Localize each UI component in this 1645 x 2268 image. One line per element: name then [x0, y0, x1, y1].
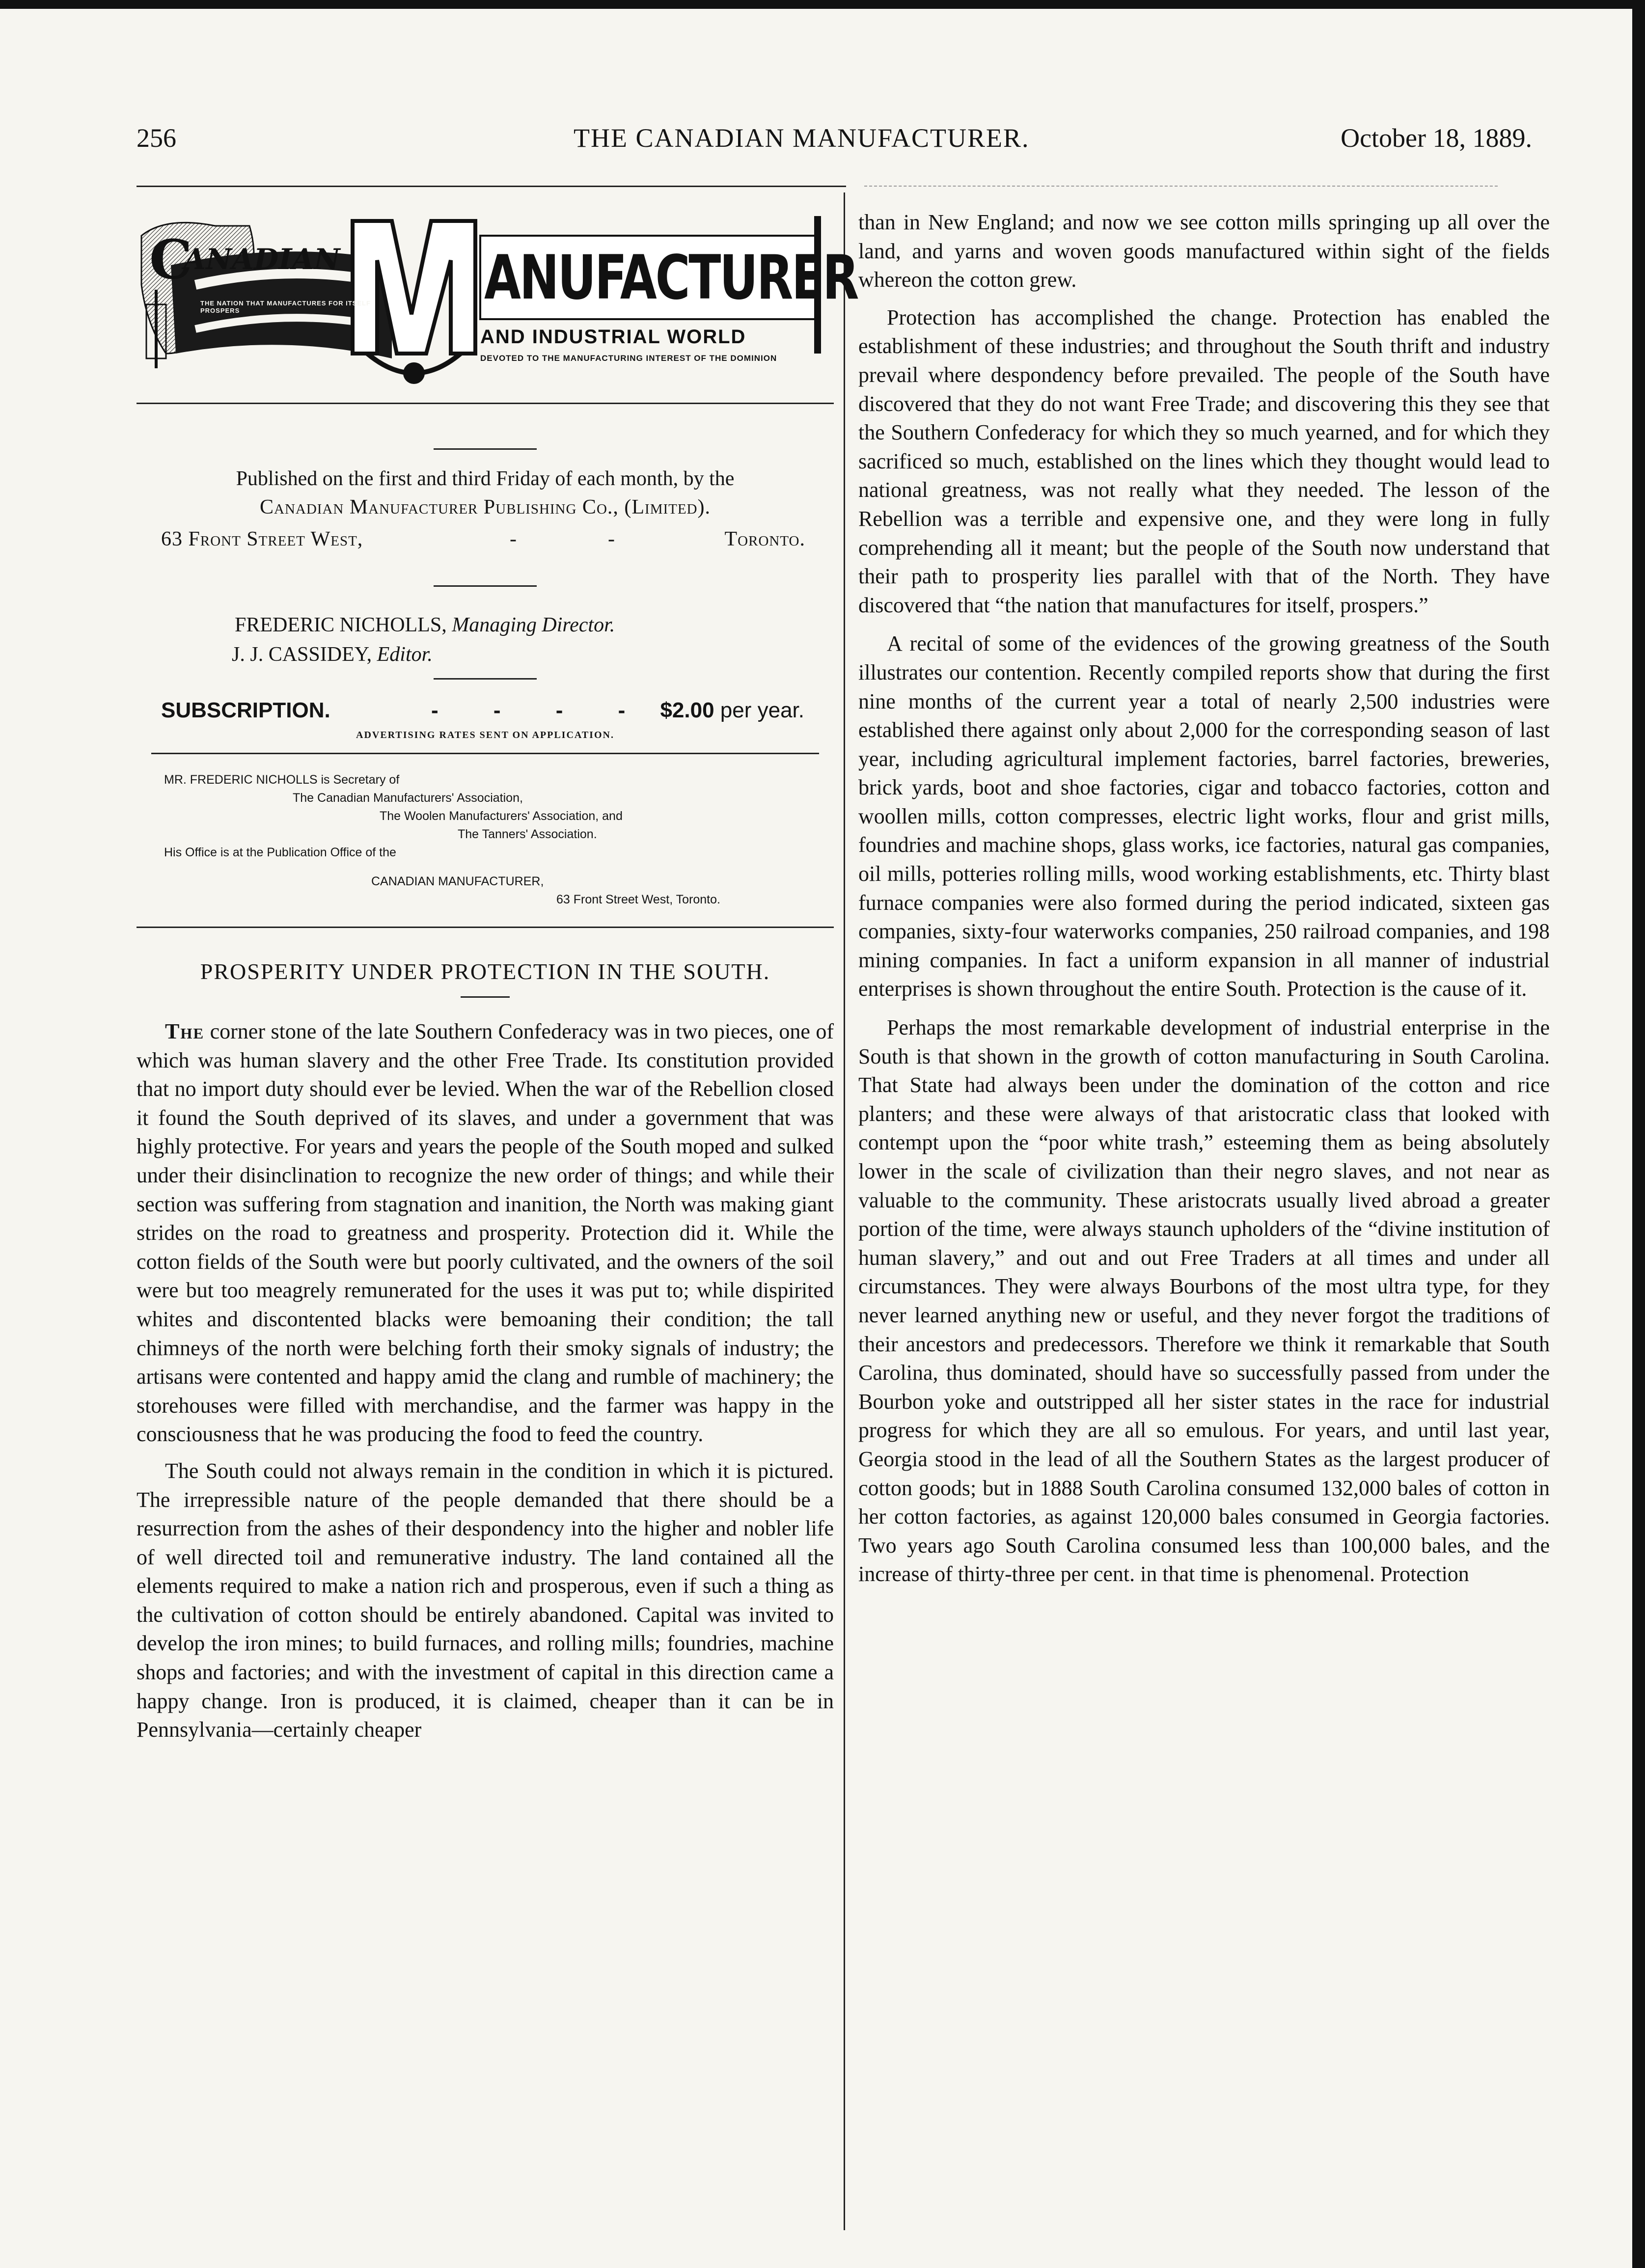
secretary-line: The Canadian Manufacturers' Association,	[293, 791, 523, 805]
column-rule	[844, 192, 845, 2230]
address-dash: -	[608, 528, 615, 550]
editor-name: J. J. CASSIDEY,	[232, 643, 372, 666]
price-per: per year.	[720, 698, 804, 722]
journal-title: THE CANADIAN MANUFACTURER.	[574, 123, 1030, 153]
publication-line: Published on the first and third Friday of each month, by the	[236, 467, 735, 490]
editor-title: Editor.	[377, 643, 433, 666]
publisher-address	[137, 527, 834, 557]
masthead-word-manufacturer: ANUFACTURER	[484, 243, 858, 313]
issue-date: October 18, 1889.	[1341, 123, 1532, 153]
price-value: $2.00	[660, 698, 714, 722]
advertising-note: ADVERTISING RATES SENT ON APPLICATION.	[356, 730, 614, 740]
director-name: FREDERIC NICHOLLS,	[235, 614, 447, 636]
masthead	[137, 206, 858, 404]
article-paragraph: than in New England; and now we see cotton mills springing up all over the land, and yarns and woven goods manufactured within sight of the fields whereon the cotton grew.	[858, 210, 1550, 292]
article-paragraph: The South could not always remain in the condition in which it is pictured. The irrepressible nature of the people demanded that there should be a resurrection from the ashes of their despondency into the higher and nobler life of well directed toil and remunerative industry. The land contained all the elements required to make a nation rich and prosperous, even if such a thing as the cultivation of cotton should be entirely abandoned. Capital was invited to develop the iron mines; to build furnaces, and rolling mills; foundries, machine shops and factories; and with the investment of capital in this direction came a happy change. Iron is produced, it is claimed, cheaper than it can be in Pennsylvania—certainly cheaper	[137, 1458, 834, 1742]
article-paragraph: Perhaps the most remarkable development of industrial enterprise in the South is that shown in the growth of cotton manufacturing in South Carolina. That State had always been under the domination of the cotton and rice planters; and these were always of that aristocratic class that looked with contempt upon the “poor white trash,” esteeming them as being absolutely lower in the scale of civilization than their negro slaves, and not near as valuable to the community. These aristocrats usually lived abroad a greater portion of the time, were always staunch upholders of the “divine institution of human slavery,” and out and out Free Traders at all times and under all circumstances. They were always Bourbons of the most ultra type, for they never learned anything new or useful, and they never forgot the traditions of their ancestors and predecessors. Therefore we think it remarkable that South Carolina, thus dominated, should have so successfully passed from under the Bourbon yoke and outstripped all her sister states in the race for industrial progress for which they are all so emulous. For years, and until last year, Georgia stood in the lead of all the Southern States as the largest producer of cotton goods; but in 1888 South Carolina consumed 132,000 bales of cotton in her cotton factories, as against 120,000 bales consumed in Georgia factories. Two years ago South Carolina consumed less than 100,000 bales, and the increase of thirty-three per cent. in that time is phenomenal. Protection	[858, 1015, 1550, 1586]
editor-line	[232, 640, 834, 669]
running-header	[137, 123, 1532, 162]
subscription-price	[660, 698, 804, 723]
masthead-devoted: DEVOTED TO THE MANUFACTURING INTEREST OF THE DOMINION	[480, 354, 777, 363]
city: Toronto.	[724, 528, 805, 550]
left-column	[137, 206, 858, 1745]
masthead-letter-c: C	[149, 228, 192, 291]
masthead-subtitle: AND INDUSTRIAL WORLD	[480, 326, 746, 348]
subscription-line	[137, 698, 834, 730]
secretary-line: The Woolen Manufacturers' Association, and	[380, 809, 623, 823]
secretary-line: MR. FREDERIC NICHOLLS is Secretary of	[164, 773, 400, 787]
article-paragraph	[137, 1017, 834, 1449]
paragraph-lead: The	[165, 1019, 205, 1043]
article-paragraph: Protection has accomplished the change. Protection has enabled the establishment of these industries; and throughout the South thrift and industry prevail where despondency before prevailed. The people of the South have discovered that they do not want Free Trade; and discovering this they see that the Southern Confederacy for which they so much yearned, and for which they sacrificed so much, established on the lines which they thought would lead to national greatness, was not really what they needed. The lesson of the Rebellion was a terrible and expensive one, and they were long in fully comprehending all it meant; but the people of the South now understand that their path to prosperity lies parallel with that of the North. They have discovered that “the nation that manufactures for itself, prospers.”	[858, 305, 1550, 617]
article-body-left	[137, 1017, 834, 1745]
secretary-line: His Office is at the Publication Office of the	[164, 846, 396, 859]
subscription-label: SUBSCRIPTION.	[161, 698, 330, 722]
secretary-line: 63 Front Street West, Toronto.	[556, 893, 720, 906]
secretary-notice	[137, 771, 834, 909]
header-rule-right	[864, 186, 1498, 187]
secretary-line: The Tanners' Association.	[458, 827, 597, 841]
article-paragraph: A recital of some of the evidences of the growing greatness of the South illustrates our contention. Recently compiled reports show that during the first nine months of the current year a total of nearly 2,500 industries were established there against only about 2,000 for the corresponding season of last year, including agricultural implement factories, barrel factories, breweries, brick yards, boot and shoe factories, cigar and tobacco factories, cotton and woollen mills, cotton compresses, electric light works, flour and grist mills, foundries and machine shops, glass works, ice factories, natural gas companies, oil mills, potteries rolling mills, wood working establishments, etc. Thirty blast furnace companies were also formed during the period indicated, sixteen gas companies, sixty-four waterworks companies, 250 railroad companies, and 198 mining companies. In fact a uniform expansion in all manner of industrial enterprises is shown throughout the entire South. Protection is the cause of it.	[858, 631, 1550, 1001]
subscription-dashes: - - - -	[431, 698, 650, 722]
director-line	[235, 610, 834, 640]
staff-list	[232, 610, 834, 669]
publication-info	[137, 465, 834, 521]
director-title: Managing Director.	[452, 614, 615, 636]
page-number: 256	[137, 123, 176, 153]
article-heading: PROSPERITY UNDER PROTECTION IN THE SOUTH.	[200, 959, 770, 984]
address-dash: -	[510, 528, 517, 550]
header-rule	[137, 186, 846, 187]
masthead-banner-text: THE NATION THAT MANUFACTURES FOR ITSELF PROSPERS	[200, 300, 371, 314]
right-column	[858, 208, 1550, 1589]
secretary-line: CANADIAN MANUFACTURER,	[371, 874, 544, 888]
masthead-word-canadian: ANADIAN	[184, 243, 340, 276]
street-address: 63 Front Street West,	[161, 528, 363, 550]
publisher-name: Canadian Manufacturer Publishing Co., (Limited).	[259, 496, 711, 519]
article-body-right	[858, 208, 1550, 1589]
paragraph-text: corner stone of the late Southern Confederacy was in two pieces, one of which was human slavery and the other Free Trade. Its constitution provided that no import duty should ever be levied. When the war of the Rebellion closed it found the South deprived of its slaves, and under a government that was highly protective. For years and years the people of the South moped and sulked under their disinclination to recognize the new order of things; and while their section was suffering from stagnation and inanition, the North was making giant strides on the road to greatness and prosperity. Protection did it. While the cotton fields of the South were but poorly cultivated, and the owners of the soil were but too meagrely remunerated for the uses it was put to; while dispirited whites and discontented blacks were bemoaning their condition; the tall chimneys of the north were belching forth their smoky signals of industry; the artisans were contented and happy amid the clang and rumble of machinery; the storehouses were filled with merchandise, and the farmer was happy in the consciousness that he was producing the food to feed the country.	[137, 1019, 834, 1447]
